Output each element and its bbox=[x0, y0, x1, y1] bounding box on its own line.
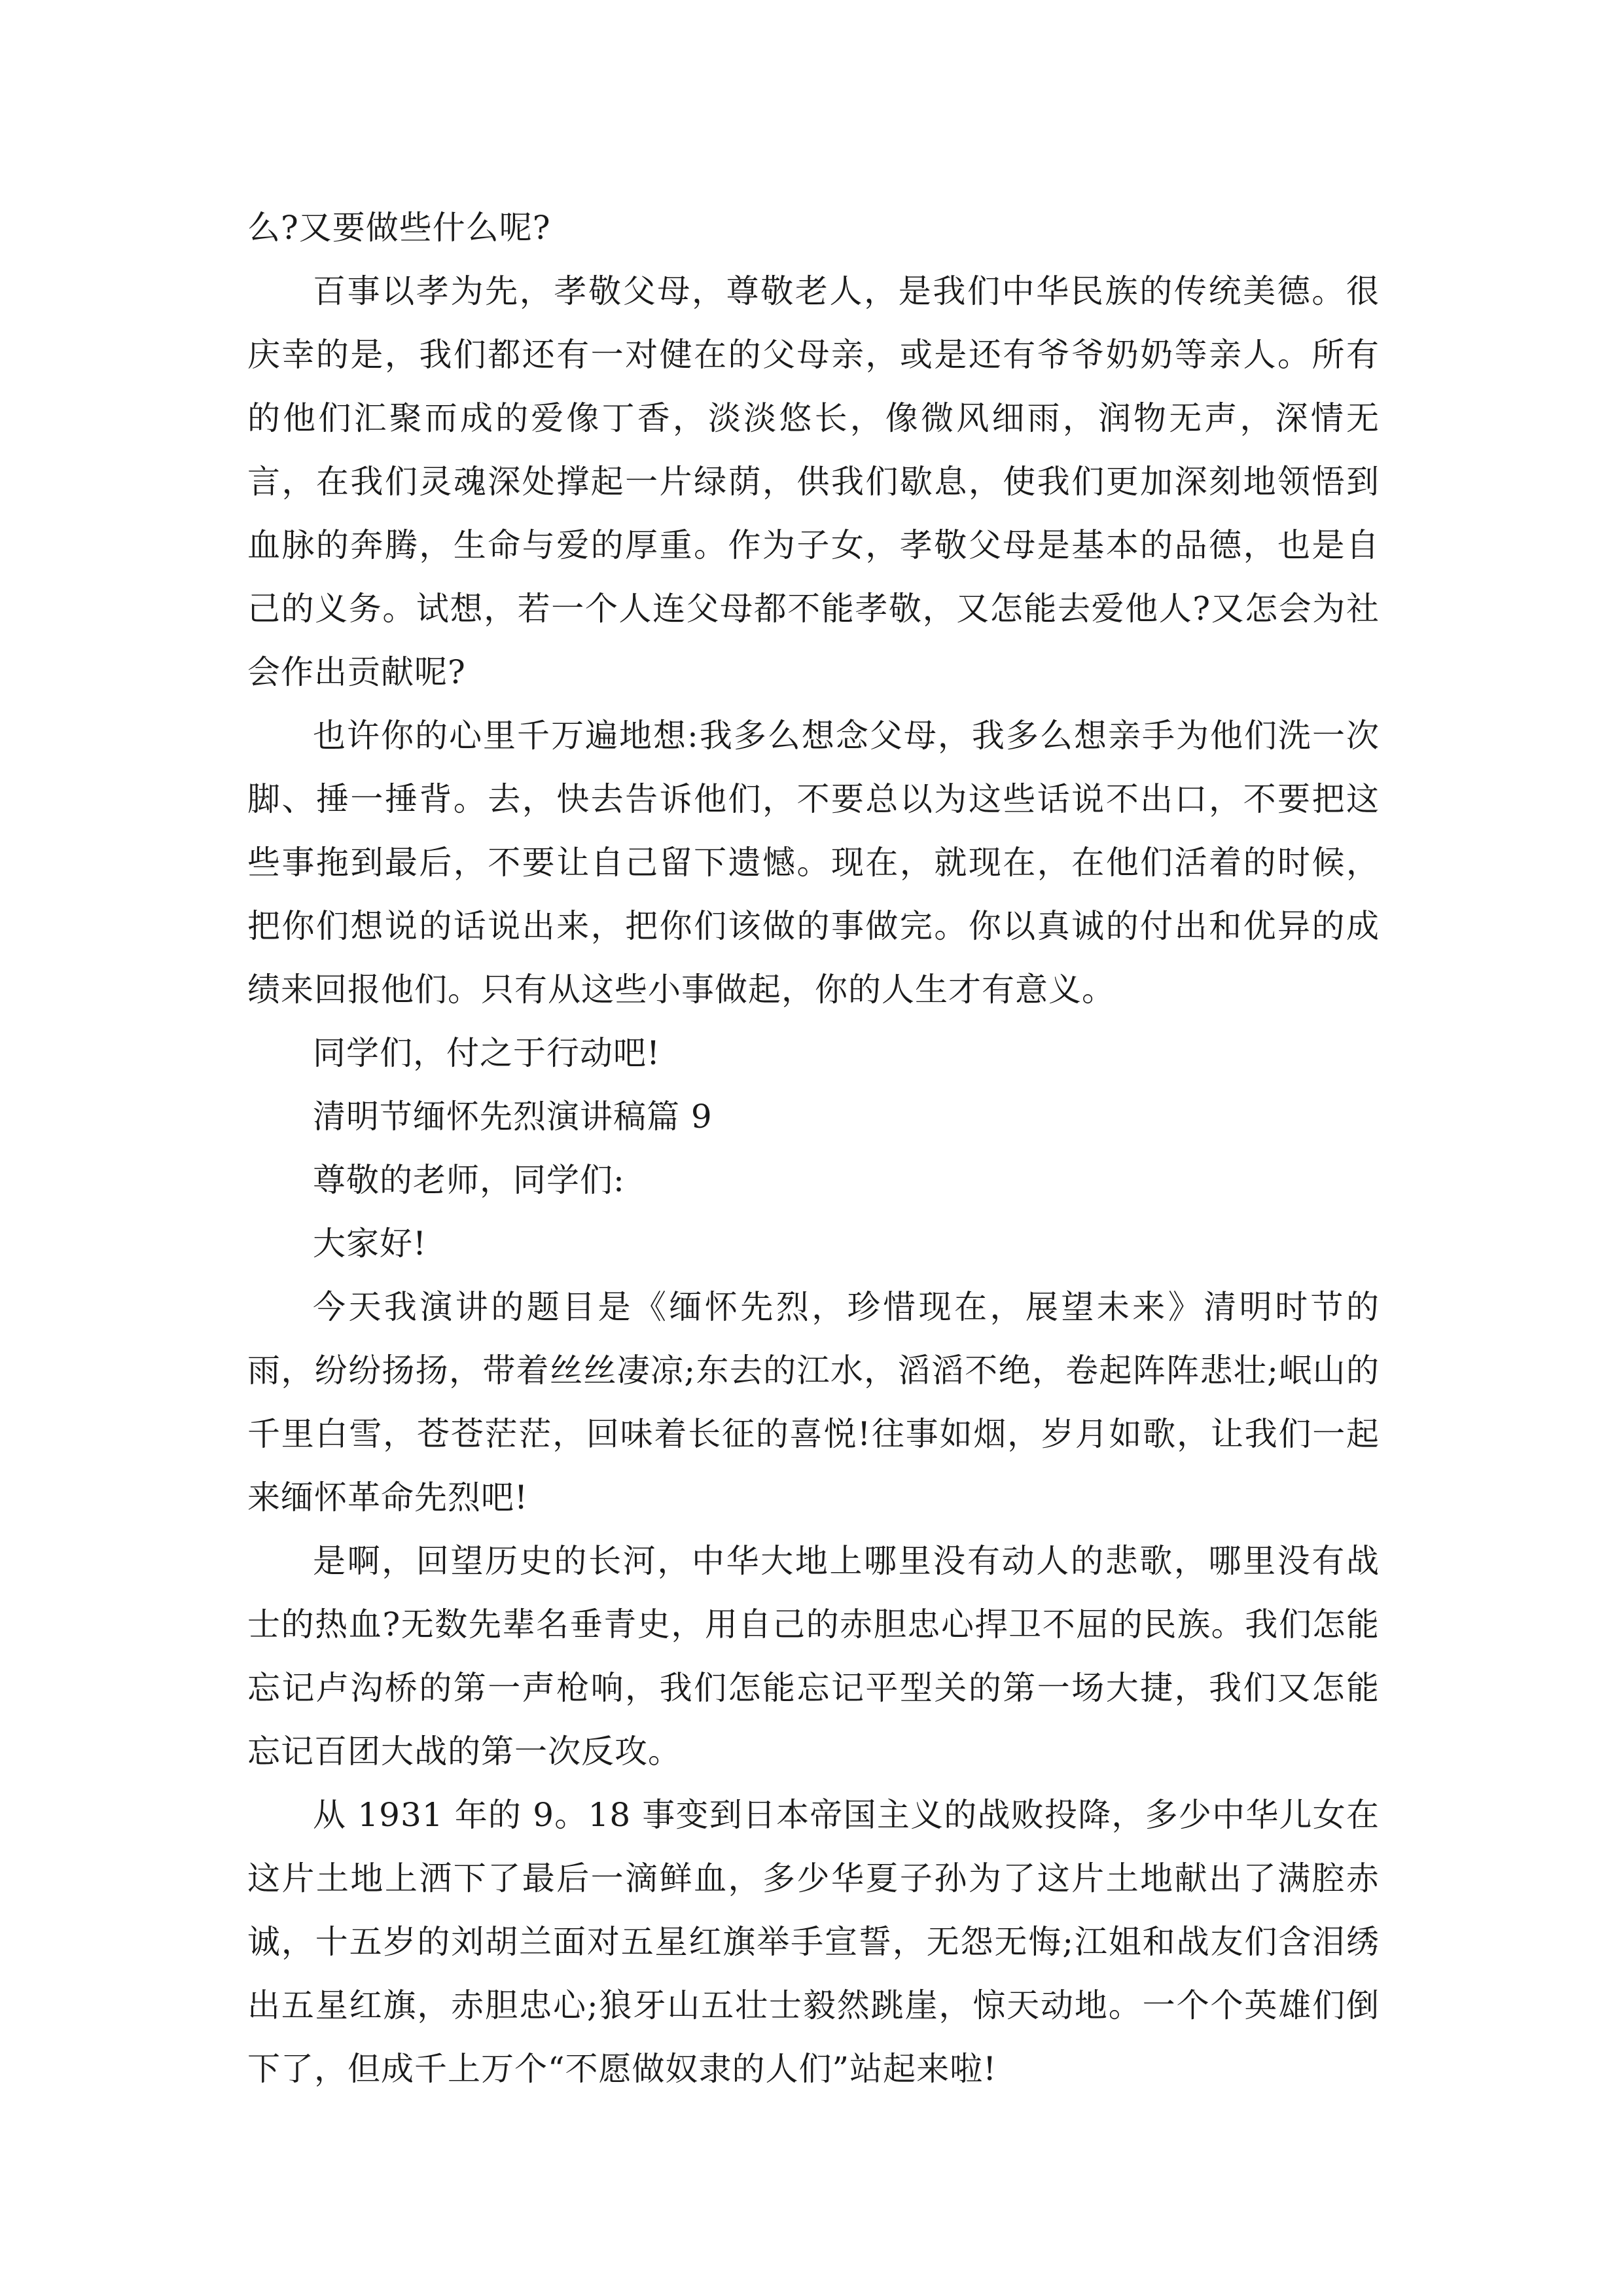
paragraph-filial-piety: 百事以孝为先，孝敬父母，尊敬老人，是我们中华民族的传统美德。很庆幸的是，我们都还有一对健在的父母亲，或是还有爷爷奶奶等亲人。所有的他们汇聚而成的爱像丁香，淡淡悠长，像微风细雨，润物无声，深情无言，在我们灵魂深处撑起一片绿荫，供我们歇息，使我们更加深刻地领悟到血脉的奔腾，生命与爱的厚重。作为子女，孝敬父母是基本的品德，也是自己的义务。试想，若一个人连父母都不能孝敬，又怎能去爱他人?又怎会为社会作出贡献呢? bbox=[247, 272, 1380, 691]
paragraph-miss-parents: 也许你的心里千万遍地想:我多么想念父母，我多么想亲手为他们洗一次脚、捶一捶背。去，快去告诉他们，不要总以为这些话说不出口，不要把这些事拖到最后，不要让自己留下遗憾。现在，就现在，在他们活着的时候，把你们想说的话说出来，把你们该做的事做完。你以真诚的付出和优异的成绩来回报他们。只有从这些小事做起，你的人生才有意义。 bbox=[247, 717, 1380, 1009]
greeting: 大家好! bbox=[313, 1225, 427, 1263]
salutation: 尊敬的老师，同学们: bbox=[313, 1161, 625, 1199]
document-body bbox=[247, 196, 1380, 2101]
paragraph-speech-topic: 今天我演讲的题目是《缅怀先烈，珍惜现在，展望未来》清明时节的雨，纷纷扬扬，带着丝丝凄凉;东去的江水，滔滔不绝，卷起阵阵悲壮;岷山的千里白雪，苍苍茫茫，回味着长征的喜悦!往事如烟，岁月如歌，让我们一起来缅怀革命先烈吧! bbox=[247, 1288, 1380, 1516]
paragraph-call-to-action: 同学们，付之于行动吧! bbox=[313, 1034, 661, 1072]
paragraph-continuation: 么?又要做些什么呢? bbox=[247, 209, 551, 247]
paragraph-heroes: 从 1931 年的 9。18 事变到日本帝国主义的战败投降，多少中华儿女在这片土地上洒下了最后一滴鲜血，多少华夏子孙为了这片土地献出了满腔赤诚，十五岁的刘胡兰面对五星红旗举手宣誓，无怨无悔;江姐和战友们含泪绣出五星红旗，赤胆忠心;狼牙山五壮士毅然跳崖，惊天动地。一个个英雄们倒下了，但成千上万个“不愿做奴隶的人们”站起来啦! bbox=[247, 1796, 1380, 2088]
section-heading: 清明节缅怀先烈演讲稿篇 9 bbox=[313, 1098, 713, 1136]
paragraph-history: 是啊，回望历史的长河，中华大地上哪里没有动人的悲歌，哪里没有战士的热血?无数先辈名垂青史，用自己的赤胆忠心捍卫不屈的民族。我们怎能忘记卢沟桥的第一声枪响，我们怎能忘记平型关的第一场大捷，我们又怎能忘记百团大战的第一次反攻。 bbox=[247, 1542, 1380, 1770]
